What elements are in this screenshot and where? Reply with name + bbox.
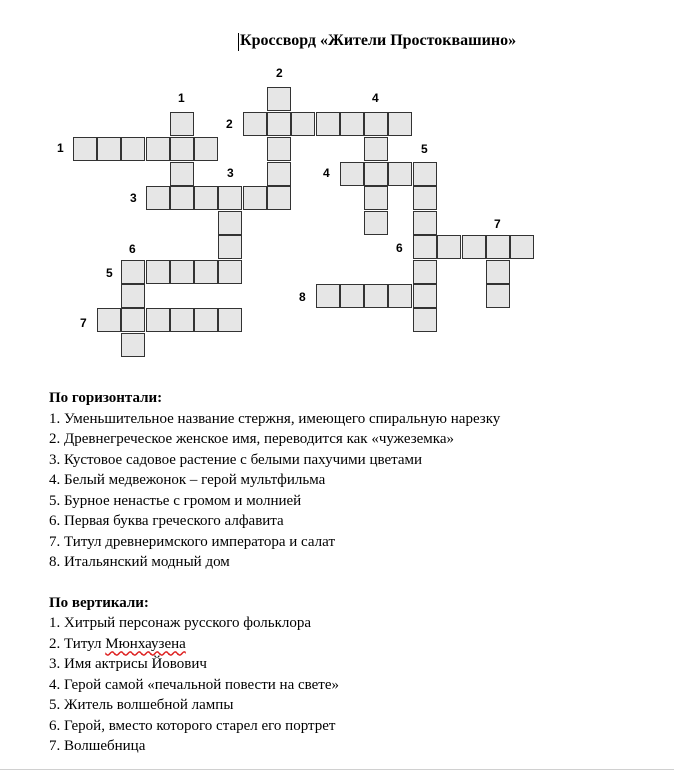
clue-number-label: 6: [129, 242, 136, 256]
crossword-cell: [364, 284, 388, 308]
clue-number-label: 2: [276, 66, 283, 80]
crossword-cell: [121, 333, 145, 357]
down-heading: По вертикали:: [49, 594, 149, 611]
down-clue: 5. Житель волшебной лампы: [49, 697, 234, 713]
crossword-cell: [121, 137, 145, 161]
across-clue: 6. Первая буква греческого алфавита: [49, 513, 284, 529]
crossword-cell: [194, 137, 218, 161]
page-title: Кроссворд «Жители Простоквашино»: [240, 32, 517, 49]
crossword-cell: [413, 235, 437, 259]
clue-number-label: 3: [227, 166, 234, 180]
crossword-cell: [97, 137, 121, 161]
crossword-cell: [340, 162, 364, 186]
down-clue: 4. Герой самой «печальной повести на свете»: [49, 676, 340, 693]
across-clue: 1. Уменьшительное название стержня, имеющего спиральную нарезку: [49, 410, 501, 427]
crossword-cell: [146, 137, 170, 161]
crossword-cell: [340, 284, 364, 308]
crossword-cell: [170, 112, 194, 136]
crossword-cell: [364, 137, 388, 161]
crossword-cell: [267, 137, 291, 161]
down-clue: 7. Волшебница: [49, 738, 146, 754]
crossword-cell: [218, 308, 242, 332]
clue-number-label: 6: [396, 241, 403, 255]
crossword-cell: [170, 260, 194, 284]
crossword-cell: [437, 235, 461, 259]
crossword-cell: [194, 260, 218, 284]
crossword-cell: [194, 308, 218, 332]
crossword-cell: [291, 112, 315, 136]
crossword-cell: [267, 162, 291, 186]
crossword-cell: [218, 235, 242, 259]
crossword-cell: [146, 308, 170, 332]
crossword-cell: [97, 308, 121, 332]
crossword-cell: [388, 112, 412, 136]
crossword-cell: [413, 284, 437, 308]
across-clue: 3. Кустовое садовое растение с белыми пахучими цветами: [49, 451, 423, 468]
clue-number-label: 4: [323, 166, 330, 180]
clue-number-label: 2: [226, 117, 233, 131]
crossword-cell: [364, 162, 388, 186]
crossword-cell: [340, 112, 364, 136]
across-clue: 8. Итальянский модный дом: [49, 554, 230, 570]
crossword-cell: [413, 211, 437, 235]
spellcheck-underlined-word: Мюнхаузена: [105, 635, 186, 652]
crossword-cell: [388, 284, 412, 308]
crossword-cell: [243, 112, 267, 136]
page-divider: [0, 769, 674, 770]
across-clue: 7. Титул древнеримского императора и салат: [49, 533, 335, 550]
crossword-cell: [146, 260, 170, 284]
crossword-cell: [218, 260, 242, 284]
crossword-cell: [218, 211, 242, 235]
crossword-cell: [267, 112, 291, 136]
crossword-cell: [170, 162, 194, 186]
crossword-cell: [413, 162, 437, 186]
clue-number-label: 5: [106, 266, 113, 280]
crossword-cell: [316, 284, 340, 308]
across-clue-list: [49, 409, 500, 573]
across-heading: По горизонтали:: [49, 390, 163, 406]
clue-number-label: 5: [421, 142, 428, 156]
crossword-cell: [121, 308, 145, 332]
crossword-cell: [73, 137, 97, 161]
crossword-cell: [267, 87, 291, 111]
crossword-cell: [364, 112, 388, 136]
crossword-cell: [316, 112, 340, 136]
crossword-cell: [170, 137, 194, 161]
crossword-cell: [486, 284, 510, 308]
crossword-cell: [267, 186, 291, 210]
crossword-cell: [194, 186, 218, 210]
crossword-cell: [170, 186, 194, 210]
crossword-cell: [364, 186, 388, 210]
crossword-cell: [510, 235, 534, 259]
crossword-cell: [218, 186, 242, 210]
clue-number-label: 1: [57, 141, 64, 155]
clue-number-label: 1: [178, 91, 185, 105]
across-clue: 2. Древнегреческое женское имя, переводится как «чужеземка»: [49, 431, 454, 447]
clue-number-label: 7: [80, 316, 87, 330]
down-clue: 6. Герой, вместо которого старел его портрет: [49, 717, 336, 734]
crossword-cell: [170, 308, 194, 332]
clue-number-label: 8: [299, 290, 306, 304]
crossword-cell: [146, 186, 170, 210]
down-clue: 2. Титул Мюнхаузена: [49, 635, 186, 652]
clue-number-label: 3: [130, 191, 137, 205]
crossword-cell: [413, 260, 437, 284]
clue-number-label: 4: [372, 91, 379, 105]
crossword-cell: [486, 260, 510, 284]
crossword-cell: [243, 186, 267, 210]
crossword-cell: [121, 284, 145, 308]
crossword-cell: [413, 308, 437, 332]
clue-number-label: 7: [494, 217, 501, 231]
crossword-cell: [413, 186, 437, 210]
clues-section: [49, 388, 500, 757]
crossword-cell: [364, 211, 388, 235]
crossword-cell: [388, 162, 412, 186]
down-clue: 3. Имя актрисы Йовович: [49, 656, 207, 672]
across-clue: 5. Бурное ненастье с громом и молнией: [49, 492, 302, 509]
crossword-grid: [0, 0, 674, 380]
down-clue-list: [49, 613, 500, 757]
down-clue: 1. Хитрый персонаж русского фольклора: [49, 615, 312, 631]
across-clue: 4. Белый медвежонок – герой мультфильма: [49, 472, 326, 488]
crossword-cell: [462, 235, 486, 259]
crossword-cell: [121, 260, 145, 284]
crossword-cell: [486, 235, 510, 259]
